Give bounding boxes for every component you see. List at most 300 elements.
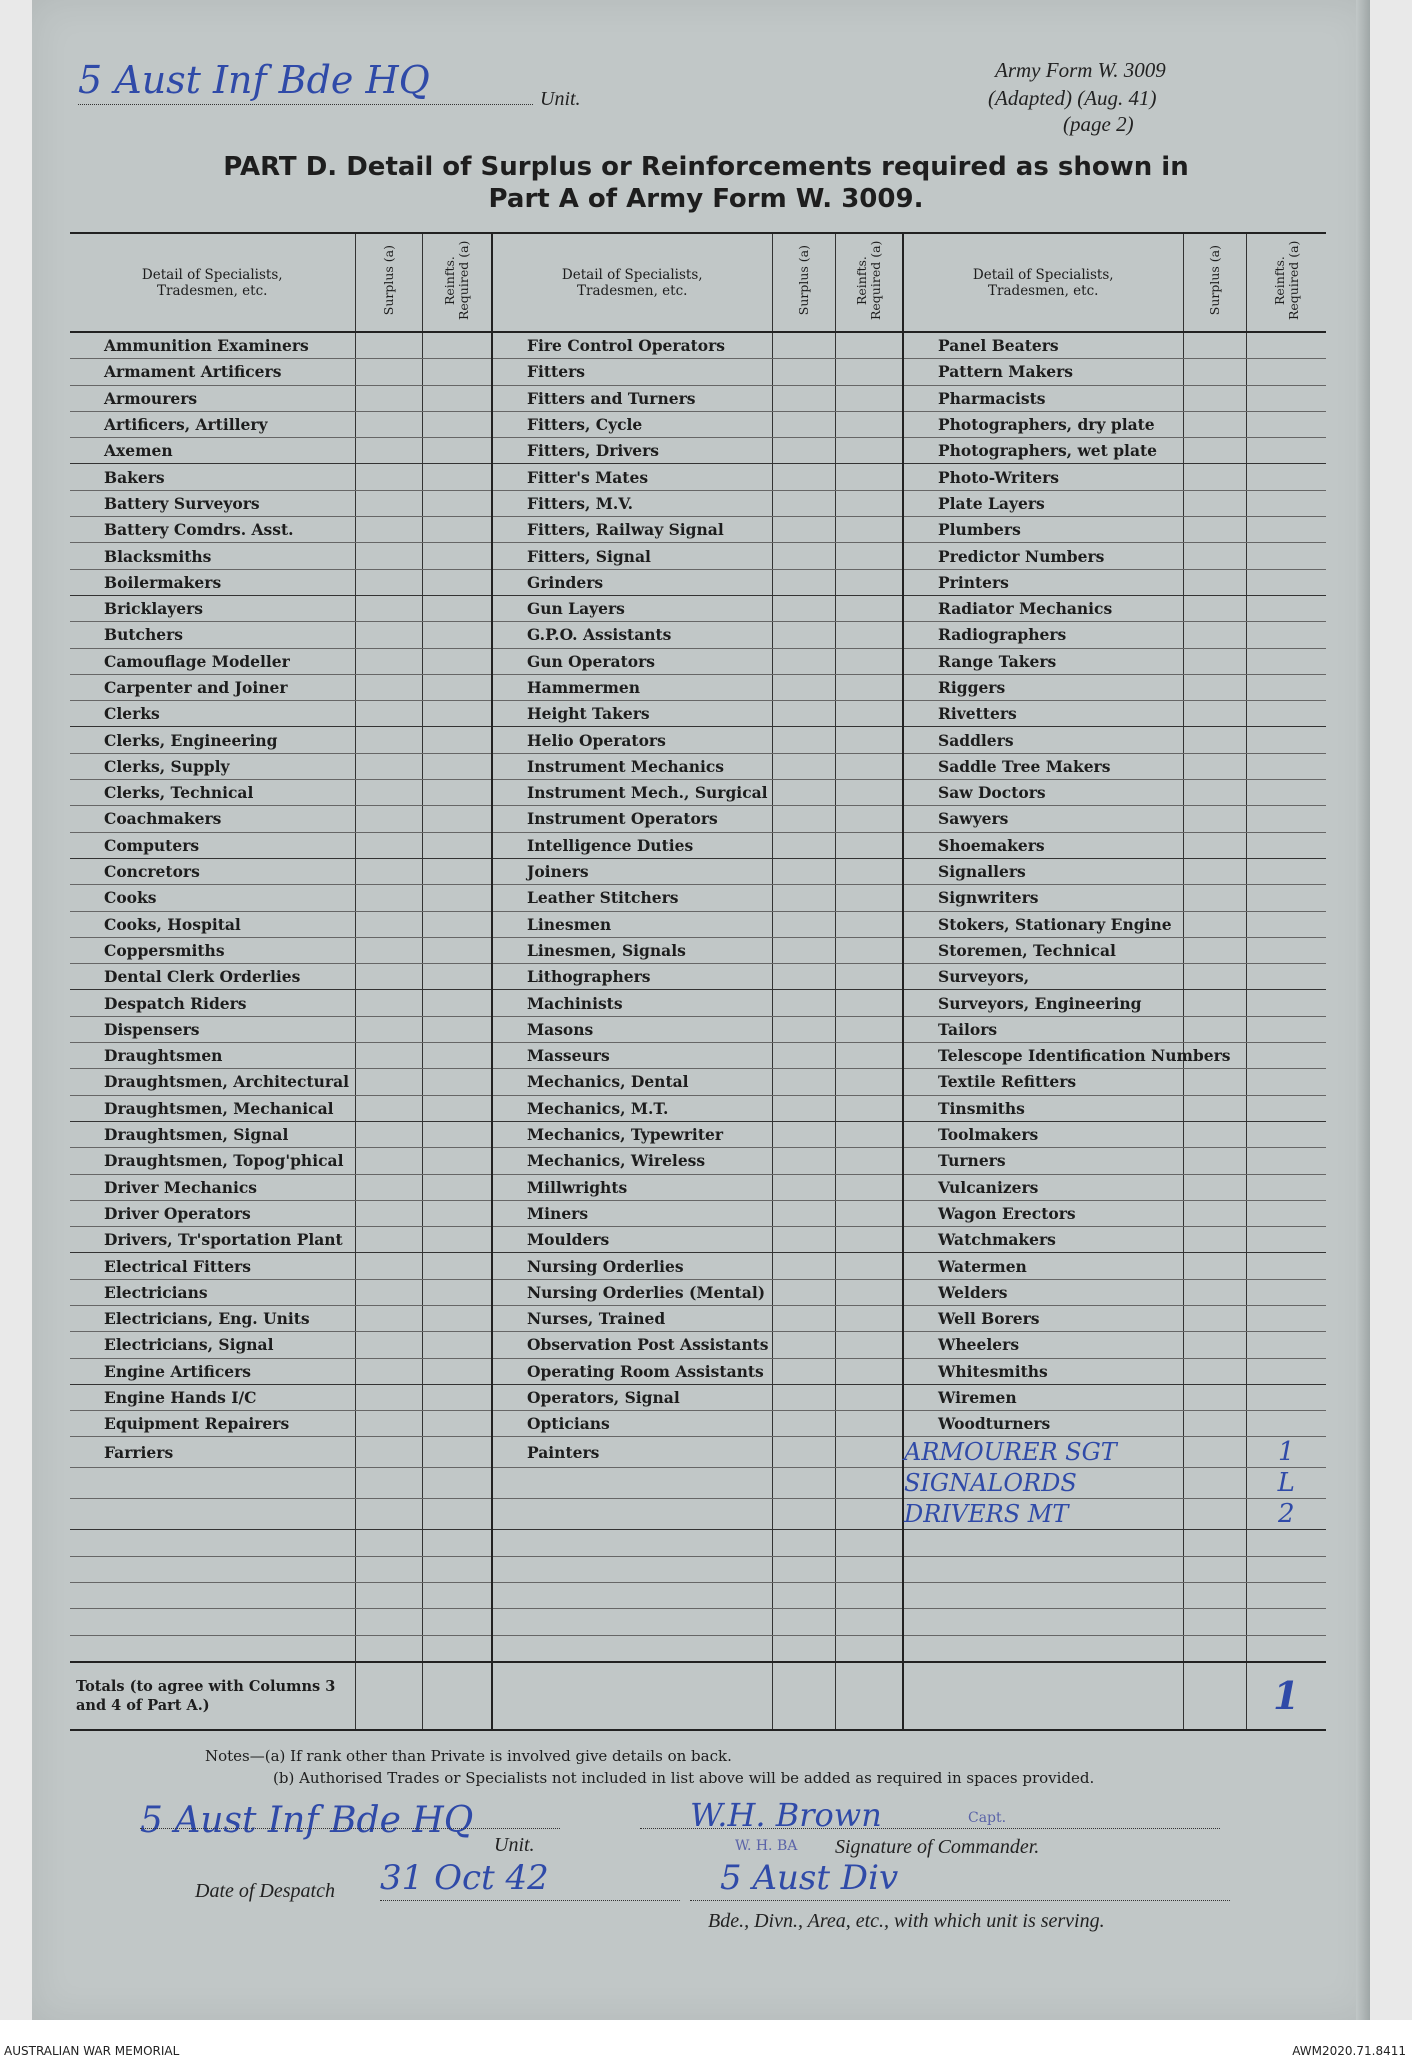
reinf-cell	[422, 1530, 492, 1556]
surplus-cell	[772, 569, 835, 595]
trade-name-cell: Joiners	[492, 858, 772, 884]
surplus-cell	[355, 1530, 422, 1556]
surplus-cell	[355, 595, 422, 621]
trade-name-cell: Machinists	[492, 990, 772, 1016]
trade-name-cell: Driver Mechanics	[70, 1174, 355, 1200]
surplus-cell	[1183, 727, 1246, 753]
reinf-cell	[835, 1227, 903, 1253]
handwritten-reinf: 2	[1277, 1499, 1295, 1530]
reinf-cell	[422, 1468, 492, 1499]
reinf-cell	[835, 438, 903, 464]
trade-name-cell: Photo-Writers	[903, 464, 1183, 490]
reinf-cell	[1246, 1468, 1326, 1499]
surplus-cell	[772, 1530, 835, 1556]
trade-name-cell: Photographers, wet plate	[903, 438, 1183, 464]
trade-name-cell: Cooks, Hospital	[70, 911, 355, 937]
reinf-cell	[1246, 1043, 1326, 1069]
reinf-cell	[835, 964, 903, 990]
table-row	[70, 1437, 1326, 1468]
surplus-cell	[772, 1468, 835, 1499]
reinf-cell	[1246, 1499, 1326, 1530]
trade-name-cell: Armament Artificers	[70, 359, 355, 385]
reinf-cell	[835, 1635, 903, 1662]
surplus-cell	[772, 1358, 835, 1384]
handwritten-reinf: L	[1277, 1468, 1295, 1499]
reinf-cell	[1246, 1069, 1326, 1095]
reinf-cell	[422, 806, 492, 832]
trade-name-cell	[70, 1609, 355, 1635]
surplus-cell	[355, 1358, 422, 1384]
surplus-cell	[772, 1069, 835, 1095]
reinf-cell	[422, 1556, 492, 1582]
surplus-cell	[1183, 1609, 1246, 1635]
surplus-cell	[1183, 780, 1246, 806]
trade-name-cell: Mechanics, Dental	[492, 1069, 772, 1095]
detail-header: Detail of Specialists, Tradesmen, etc.	[492, 233, 772, 332]
surplus-cell	[355, 1437, 422, 1468]
reinf-cell	[422, 1253, 492, 1279]
reinf-cell	[1246, 1437, 1326, 1468]
reinf-cell	[1246, 438, 1326, 464]
capt-stamp: Capt.	[968, 1810, 1007, 1826]
reinf-cell	[422, 753, 492, 779]
surplus-cell	[355, 464, 422, 490]
surplus-cell	[772, 385, 835, 411]
surplus-cell	[1183, 595, 1246, 621]
surplus-cell	[1183, 517, 1246, 543]
trade-name-cell: Wheelers	[903, 1332, 1183, 1358]
surplus-cell	[355, 1253, 422, 1279]
reinf-cell	[835, 990, 903, 1016]
formation-dotline	[690, 1900, 1230, 1901]
trade-name-cell: Opticians	[492, 1411, 772, 1437]
reinf-cell	[422, 1200, 492, 1226]
reinf-cell	[1246, 1583, 1326, 1609]
reinf-cell	[1246, 1384, 1326, 1410]
trade-name-cell: Instrument Operators	[492, 806, 772, 832]
trade-name-cell: Signwriters	[903, 885, 1183, 911]
reinf-cell	[835, 1583, 903, 1609]
surplus-cell	[1183, 885, 1246, 911]
reinf-cell	[835, 885, 903, 911]
trade-name-cell: Equipment Repairers	[70, 1411, 355, 1437]
reinf-cell	[835, 1468, 903, 1499]
surplus-cell	[772, 1016, 835, 1042]
trade-name-cell: Observation Post Assistants	[492, 1332, 772, 1358]
reinf-cell	[1246, 359, 1326, 385]
reinf-cell	[1246, 385, 1326, 411]
surplus-cell	[1183, 1174, 1246, 1200]
trade-name-cell: Concretors	[70, 858, 355, 884]
surplus-cell	[1183, 1635, 1246, 1662]
reinf-cell	[422, 674, 492, 700]
surplus-cell	[355, 1227, 422, 1253]
trade-name-cell: Intelligence Duties	[492, 832, 772, 858]
table-row	[70, 385, 1326, 411]
trade-name-cell: Welders	[903, 1279, 1183, 1305]
trade-name-cell: Electricians, Eng. Units	[70, 1305, 355, 1331]
trade-name-cell: Textile Refitters	[903, 1069, 1183, 1095]
table-row	[70, 832, 1326, 858]
trade-name-cell: Fire Control Operators	[492, 332, 772, 359]
trade-name-cell: Millwrights	[492, 1174, 772, 1200]
surplus-cell	[772, 1121, 835, 1147]
reinf-cell	[835, 1253, 903, 1279]
reinf-cell	[835, 517, 903, 543]
surplus-cell	[772, 1384, 835, 1410]
reinf-cell	[422, 1332, 492, 1358]
table-row	[70, 622, 1326, 648]
trade-name-cell: Bricklayers	[70, 595, 355, 621]
trade-name-cell: Mechanics, Wireless	[492, 1148, 772, 1174]
trade-name-cell: Clerks, Engineering	[70, 727, 355, 753]
trade-name-cell: Sawyers	[903, 806, 1183, 832]
reinf-cell	[422, 701, 492, 727]
trade-name-cell: Plumbers	[903, 517, 1183, 543]
surplus-cell	[772, 1583, 835, 1609]
surplus-cell	[1183, 990, 1246, 1016]
surplus-cell	[355, 937, 422, 963]
trade-name-cell: Draughtsmen, Mechanical	[70, 1095, 355, 1121]
surplus-cell	[772, 1174, 835, 1200]
surplus-cell	[355, 911, 422, 937]
surplus-cell	[772, 1200, 835, 1226]
surplus-cell	[772, 648, 835, 674]
surplus-cell	[1183, 1305, 1246, 1331]
surplus-header: Surplus (a)	[1183, 233, 1246, 332]
surplus-cell	[1183, 569, 1246, 595]
reinf-cell	[422, 648, 492, 674]
reinf-cell	[422, 622, 492, 648]
surplus-cell	[772, 1635, 835, 1662]
reinf-header: Reinfts. Required (a)	[835, 233, 903, 332]
table-row	[70, 490, 1326, 516]
trade-name-cell: Signallers	[903, 858, 1183, 884]
trade-name-cell: Engine Artificers	[70, 1358, 355, 1384]
reinf-cell	[1246, 1174, 1326, 1200]
reinf-cell	[422, 1148, 492, 1174]
table-row	[70, 464, 1326, 490]
trade-name-cell: Radiator Mechanics	[903, 595, 1183, 621]
reinf-cell	[835, 411, 903, 437]
surplus-cell	[355, 517, 422, 543]
reinf-cell	[1246, 332, 1326, 359]
surplus-cell	[772, 1095, 835, 1121]
surplus-cell	[1183, 490, 1246, 516]
trade-name-cell: Instrument Mechanics	[492, 753, 772, 779]
reinf-cell	[835, 1384, 903, 1410]
surplus-cell	[355, 858, 422, 884]
trade-name-cell	[903, 1556, 1183, 1582]
trade-name-cell: Leather Stitchers	[492, 885, 772, 911]
reinf-cell	[1246, 1121, 1326, 1147]
table-row	[70, 359, 1326, 385]
surplus-cell	[1183, 332, 1246, 359]
surplus-cell	[772, 622, 835, 648]
reinf-cell	[1246, 885, 1326, 911]
surplus-cell	[772, 937, 835, 963]
trade-name-cell: Gun Operators	[492, 648, 772, 674]
trade-name-cell: Surveyors, Engineering	[903, 990, 1183, 1016]
table-row	[70, 517, 1326, 543]
surplus-cell	[355, 753, 422, 779]
surplus-cell	[1183, 1227, 1246, 1253]
table-row	[70, 964, 1326, 990]
trade-name-cell: Nursing Orderlies	[492, 1253, 772, 1279]
reinf-cell	[1246, 1148, 1326, 1174]
reinf-cell	[835, 490, 903, 516]
trade-name-cell	[903, 1635, 1183, 1662]
table-row	[70, 1174, 1326, 1200]
table-row	[70, 1358, 1326, 1384]
surplus-cell	[1183, 1253, 1246, 1279]
reinf-cell	[422, 990, 492, 1016]
surplus-cell	[355, 543, 422, 569]
reinf-cell	[422, 517, 492, 543]
reinf-cell	[422, 411, 492, 437]
surplus-cell	[1183, 1437, 1246, 1468]
note-b: (b) Authorised Trades or Specialists not included in list above will be added as required in spaces provided.	[273, 1769, 1095, 1787]
table-row	[70, 411, 1326, 437]
surplus-cell	[1183, 1583, 1246, 1609]
reinf-cell	[1246, 701, 1326, 727]
surplus-cell	[1183, 543, 1246, 569]
trade-name-cell: Camouflage Modeller	[70, 648, 355, 674]
reinf-cell	[1246, 1635, 1326, 1662]
reinf-cell	[835, 858, 903, 884]
trade-name-cell	[492, 1583, 772, 1609]
surplus-cell	[1183, 806, 1246, 832]
name-stamp: W. H. BA	[735, 1838, 798, 1854]
table-row	[70, 674, 1326, 700]
table-row	[70, 1609, 1326, 1635]
trade-name-cell: Radiographers	[903, 622, 1183, 648]
trade-name-cell: Whitesmiths	[903, 1358, 1183, 1384]
reinf-cell	[422, 1305, 492, 1331]
trade-name-cell	[492, 1556, 772, 1582]
reinf-cell	[1246, 674, 1326, 700]
trade-name-cell: Draughtsmen, Topog'phical	[70, 1148, 355, 1174]
trade-name-cell: Computers	[70, 832, 355, 858]
signoff-unit-dotline	[140, 1828, 560, 1829]
trade-name-cell: Linesmen, Signals	[492, 937, 772, 963]
trade-name-cell: Ammunition Examiners	[70, 332, 355, 359]
reinf-cell	[422, 937, 492, 963]
table-row	[70, 1095, 1326, 1121]
trades-table	[70, 232, 1326, 1731]
surplus-cell	[1183, 964, 1246, 990]
signature-label: Signature of Commander.	[835, 1836, 1040, 1858]
surplus-cell	[772, 1411, 835, 1437]
trade-name-cell: Bakers	[70, 464, 355, 490]
reinf-cell	[422, 1121, 492, 1147]
table-row	[70, 1200, 1326, 1226]
surplus-cell	[772, 464, 835, 490]
trade-name-cell: Mechanics, Typewriter	[492, 1121, 772, 1147]
surplus-cell	[772, 858, 835, 884]
reinf-cell	[835, 1437, 903, 1468]
reinf-cell	[422, 438, 492, 464]
table-row	[70, 701, 1326, 727]
reinf-cell	[835, 359, 903, 385]
reinf-cell	[422, 359, 492, 385]
reinf-cell	[422, 911, 492, 937]
archive-name: AUSTRALIAN WAR MEMORIAL	[4, 2044, 180, 2058]
table-row	[70, 332, 1326, 359]
trade-name-cell: Pattern Makers	[903, 359, 1183, 385]
table-row	[70, 1043, 1326, 1069]
page-title-line2: Part A of Army Form W. 3009.	[488, 184, 924, 214]
reinf-cell	[1246, 753, 1326, 779]
reinf-cell	[835, 622, 903, 648]
reinf-cell	[835, 1043, 903, 1069]
signoff-unit-handwritten: 5 Aust Inf Bde HQ	[140, 1800, 474, 1841]
trade-name-cell: Fitters, Drivers	[492, 438, 772, 464]
reinf-cell	[422, 1279, 492, 1305]
trade-name-cell: Plate Layers	[903, 490, 1183, 516]
reinf-cell	[835, 1305, 903, 1331]
surplus-cell	[1183, 1279, 1246, 1305]
surplus-cell	[1183, 911, 1246, 937]
trade-name-cell: Wiremen	[903, 1384, 1183, 1410]
table-row	[70, 1384, 1326, 1410]
surplus-cell	[772, 1332, 835, 1358]
reinf-cell	[1246, 464, 1326, 490]
unit-label: Unit.	[540, 88, 581, 110]
trade-name-cell: Well Borers	[903, 1305, 1183, 1331]
table-row	[70, 753, 1326, 779]
trade-name-cell: Fitters	[492, 359, 772, 385]
surplus-cell	[772, 411, 835, 437]
reinf-cell	[835, 674, 903, 700]
unit-handwritten: 5 Aust Inf Bde HQ	[78, 58, 430, 102]
reinf-cell	[1246, 1411, 1326, 1437]
table-row	[70, 1635, 1326, 1662]
trade-name-cell: Storemen, Technical	[903, 937, 1183, 963]
surplus-cell	[1183, 648, 1246, 674]
table-row	[70, 1530, 1326, 1556]
reinf-cell	[1246, 1556, 1326, 1582]
surplus-cell	[355, 1499, 422, 1530]
reinf-cell	[422, 832, 492, 858]
trade-name-cell: Draughtsmen, Architectural	[70, 1069, 355, 1095]
trade-name-cell: Stokers, Stationary Engine	[903, 911, 1183, 937]
reinf-cell	[1246, 990, 1326, 1016]
table-row	[70, 569, 1326, 595]
reinf-cell	[422, 569, 492, 595]
reinf-cell	[835, 543, 903, 569]
trade-name-cell: Electricians	[70, 1279, 355, 1305]
reinf-cell	[422, 858, 492, 884]
table-row	[70, 780, 1326, 806]
table-row	[70, 937, 1326, 963]
trade-name-cell: Rivetters	[903, 701, 1183, 727]
trade-name-cell: Saddlers	[903, 727, 1183, 753]
surplus-cell	[772, 1305, 835, 1331]
reinf-cell	[835, 385, 903, 411]
trade-name-cell	[70, 1499, 355, 1530]
trade-name-cell: Range Takers	[903, 648, 1183, 674]
table-row	[70, 858, 1326, 884]
reinf-cell	[422, 1016, 492, 1042]
reinf-cell	[1246, 1530, 1326, 1556]
trade-name-cell: Despatch Riders	[70, 990, 355, 1016]
reinf-cell	[1246, 780, 1326, 806]
reinf-cell	[422, 885, 492, 911]
surplus-cell	[1183, 1095, 1246, 1121]
trade-name-cell: Tinsmiths	[903, 1095, 1183, 1121]
trade-name-cell: Masons	[492, 1016, 772, 1042]
surplus-cell	[355, 1095, 422, 1121]
trade-name-cell	[903, 1609, 1183, 1635]
trade-name-cell: Woodturners	[903, 1411, 1183, 1437]
trade-name-cell: Boilermakers	[70, 569, 355, 595]
surplus-cell	[355, 1468, 422, 1499]
trade-name-cell: Fitters and Turners	[492, 385, 772, 411]
surplus-cell	[355, 1384, 422, 1410]
trade-name-cell: Moulders	[492, 1227, 772, 1253]
signature-handwritten: W.H. Brown	[690, 1796, 882, 1834]
trade-name-cell: Farriers	[70, 1437, 355, 1468]
date-dotline	[380, 1900, 680, 1901]
trade-name-cell: Operators, Signal	[492, 1384, 772, 1410]
table-row	[70, 1253, 1326, 1279]
surplus-cell	[772, 1499, 835, 1530]
form-page: (page 2)	[1063, 112, 1134, 136]
surplus-cell	[772, 911, 835, 937]
reinf-cell	[835, 569, 903, 595]
surplus-cell	[1183, 1411, 1246, 1437]
note-a: Notes—(a) If rank other than Private is involved give details on back.	[205, 1747, 732, 1765]
table-row	[70, 1227, 1326, 1253]
trade-name-cell: Battery Comdrs. Asst.	[70, 517, 355, 543]
reinf-cell	[422, 1411, 492, 1437]
surplus-cell	[1183, 1332, 1246, 1358]
trade-name-cell	[492, 1635, 772, 1662]
reinf-cell	[422, 1043, 492, 1069]
surplus-cell	[355, 385, 422, 411]
reinf-cell	[422, 1499, 492, 1530]
surplus-cell	[355, 569, 422, 595]
reinf-cell	[835, 595, 903, 621]
signature-dotline	[640, 1828, 1220, 1829]
surplus-cell	[1183, 937, 1246, 963]
trade-name-cell	[70, 1583, 355, 1609]
reinf-cell	[1246, 1227, 1326, 1253]
reinf-cell	[1246, 1358, 1326, 1384]
trade-name-cell: Draughtsmen, Signal	[70, 1121, 355, 1147]
trade-name-cell: Panel Beaters	[903, 332, 1183, 359]
reinf-cell	[835, 1095, 903, 1121]
trade-name-cell: Dispensers	[70, 1016, 355, 1042]
surplus-cell	[355, 780, 422, 806]
trade-name-cell: Fitters, Signal	[492, 543, 772, 569]
surplus-cell	[772, 727, 835, 753]
reinf-cell	[1246, 595, 1326, 621]
surplus-cell	[1183, 359, 1246, 385]
surplus-cell	[355, 1043, 422, 1069]
table-row	[70, 1121, 1326, 1147]
surplus-cell	[355, 1332, 422, 1358]
reinf-cell	[835, 701, 903, 727]
surplus-cell	[772, 359, 835, 385]
surplus-cell	[772, 438, 835, 464]
surplus-cell	[772, 832, 835, 858]
trade-name-cell: Carpenter and Joiner	[70, 674, 355, 700]
trade-name-cell: Clerks	[70, 701, 355, 727]
reinf-cell	[835, 1358, 903, 1384]
surplus-cell	[772, 885, 835, 911]
